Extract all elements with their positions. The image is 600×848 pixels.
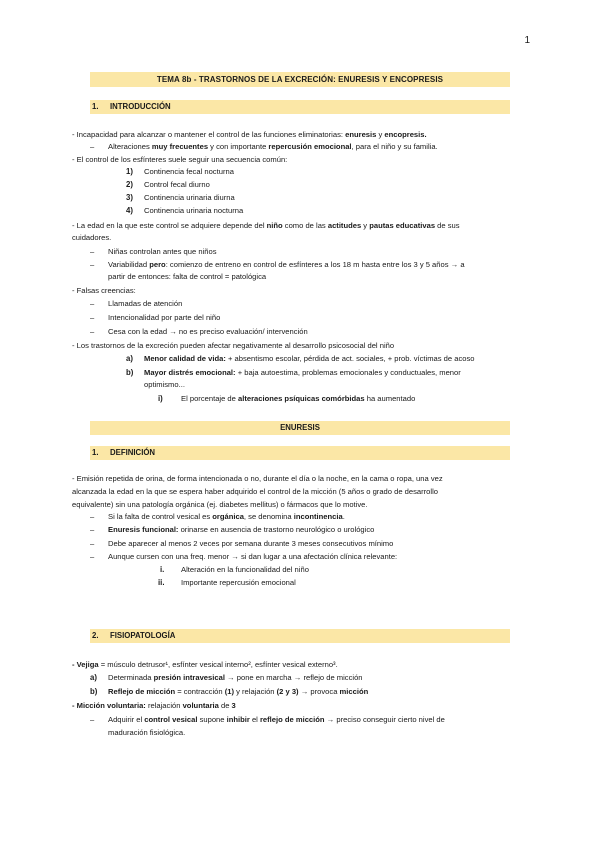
intro-line-4: - La edad en la que este control se adquiere depende del niño como de las actitudes y pautas educativas de sus (72, 221, 460, 230)
impact-a: Menor calidad de vida: + absentismo escolar, pérdida de act. sociales, + prob. víctimas de acoso (144, 354, 475, 363)
enuresis-header-label: ENURESIS (280, 423, 320, 432)
section-label: DEFINICIÓN (110, 448, 156, 457)
dash-bullet: – (90, 142, 95, 151)
dash-bullet: – (90, 552, 95, 561)
section-label: FISIOPATOLOGÍA (110, 631, 176, 640)
impact-b-sub: El porcentaje de alteraciones psíquicas comórbidas ha aumentado (181, 394, 416, 403)
false-belief-2: Intencionalidad por parte del niño (108, 313, 221, 322)
definition-detail-2: Enuresis funcional: orinarse en ausencia de trastorno neurológico o urológico (108, 525, 375, 534)
definition-line-2: alcanzada la edad en la que se espera haber adquirido el control de la micción (5 años o grado de desarrollo (72, 487, 439, 496)
dash-bullet: – (90, 512, 95, 521)
dash-bullet: – (90, 260, 95, 269)
sequence-item: Continencia urinaria nocturna (144, 206, 244, 215)
dash-bullet: – (90, 539, 95, 548)
definition-detail-3: Debe aparecer al menos 2 veces por semana durante 3 meses consecutivos mínimo (108, 539, 394, 548)
fisio-a: Determinada presión intravesical → pone en marcha → reflejo de micción (108, 673, 363, 682)
sequence-item: Continencia fecal nocturna (144, 167, 234, 176)
definition-detail-1: Si la falta de control vesical es orgánica, se denomina incontinencia. (108, 512, 345, 521)
fisio-detail-cont: maduración fisiológica. (108, 728, 186, 737)
sequence-item: Continencia urinaria diurna (144, 193, 235, 202)
section-introduccion (90, 100, 510, 114)
false-belief-3: Cesa con la edad → no es preciso evaluación/ intervención (108, 327, 308, 336)
dash-bullet: – (90, 327, 95, 336)
enum-number: 3) (126, 193, 133, 202)
enum-letter: b) (126, 368, 134, 377)
section-fisiopatologia (90, 629, 510, 643)
fisio-line-1: - Vejiga = músculo detrusor¹, esfínter vesical interno², esfínter vesical externo³. (72, 660, 338, 669)
impact-b: Mayor distrés emocional: + baja autoestima, problemas emocionales y conductuales, menor (144, 368, 461, 377)
enum-roman: i. (160, 565, 165, 574)
fisio-line-2: - Micción voluntaria: relajación voluntaria de 3 (72, 701, 236, 710)
document-title: TEMA 8b - TRASTORNOS DE LA EXCRECIÓN: ENURESIS Y ENCOPRESIS (90, 72, 510, 87)
definition-line-3: equivalente) sin una patología orgánica (ej. diabetes mellitus) o fármacos que lo motive. (72, 500, 368, 509)
dash-bullet: – (90, 313, 95, 322)
dash-bullet: – (90, 247, 95, 256)
enum-roman: i) (158, 394, 163, 403)
enum-number: 4) (126, 206, 133, 215)
section-label: INTRODUCCIÓN (110, 102, 171, 111)
section-number: 1. (92, 448, 99, 457)
page-number: 1 (524, 35, 530, 46)
definition-sub-2: Importante repercusión emocional (181, 578, 296, 587)
enum-roman: ii. (158, 578, 165, 587)
intro-detail-1: Niñas controlan antes que niños (108, 247, 217, 256)
intro-line-5: - Falsas creencias: (72, 286, 136, 295)
intro-line-2: Alteraciones muy frecuentes y con importante repercusión emocional, para el niño y su familia. (108, 142, 438, 151)
sequence-item: Control fecal diurno (144, 180, 210, 189)
definition-sub-1: Alteración en la funcionalidad del niño (181, 565, 309, 574)
dash-bullet: – (90, 525, 95, 534)
fisio-detail: Adquirir el control vesical supone inhibir el reflejo de micción → preciso conseguir cierto nivel de (108, 715, 445, 724)
fisio-b: Reflejo de micción = contracción (1) y relajación (2 y 3) → provoca micción (108, 687, 369, 696)
false-belief-1: Llamadas de atención (108, 299, 183, 308)
intro-line-3: - El control de los esfínteres suele seguir una secuencia común: (72, 155, 288, 164)
section-number: 1. (92, 102, 99, 111)
enuresis-header (90, 421, 510, 435)
intro-line-1: - Incapacidad para alcanzar o mantener el control de las funciones eliminatorias: enuresis y encopresis. (72, 130, 427, 139)
enum-letter: b) (90, 687, 98, 696)
intro-detail-2-cont: partir de entonces: falta de control = patológica (108, 272, 267, 281)
enum-number: 1) (126, 167, 133, 176)
dash-bullet: – (90, 299, 95, 308)
enum-letter: a) (90, 673, 97, 682)
definition-detail-4: Aunque cursen con una freq. menor → si dan lugar a una afectación clínica relevante: (108, 552, 398, 561)
intro-line-6: - Los trastornos de la excreción pueden afectar negativamente al desarrollo psicosocial del niño (72, 341, 395, 350)
dash-bullet: – (90, 715, 95, 724)
intro-line-4-cont: cuidadores. (72, 233, 112, 242)
impact-b-cont: optimismo... (144, 380, 185, 389)
enum-letter: a) (126, 354, 133, 363)
intro-detail-2: Variabilidad pero: comienzo de entreno en control de esfínteres a los 18 m hasta entre los 3 y 5 años → a (108, 260, 465, 269)
definition-line-1: - Emisión repetida de orina, de forma intencionada o no, durante el día o la noche, en la cama o ropa, una vez (72, 474, 443, 483)
enum-number: 2) (126, 180, 133, 189)
section-number: 2. (92, 631, 99, 640)
section-definicion (90, 446, 510, 460)
